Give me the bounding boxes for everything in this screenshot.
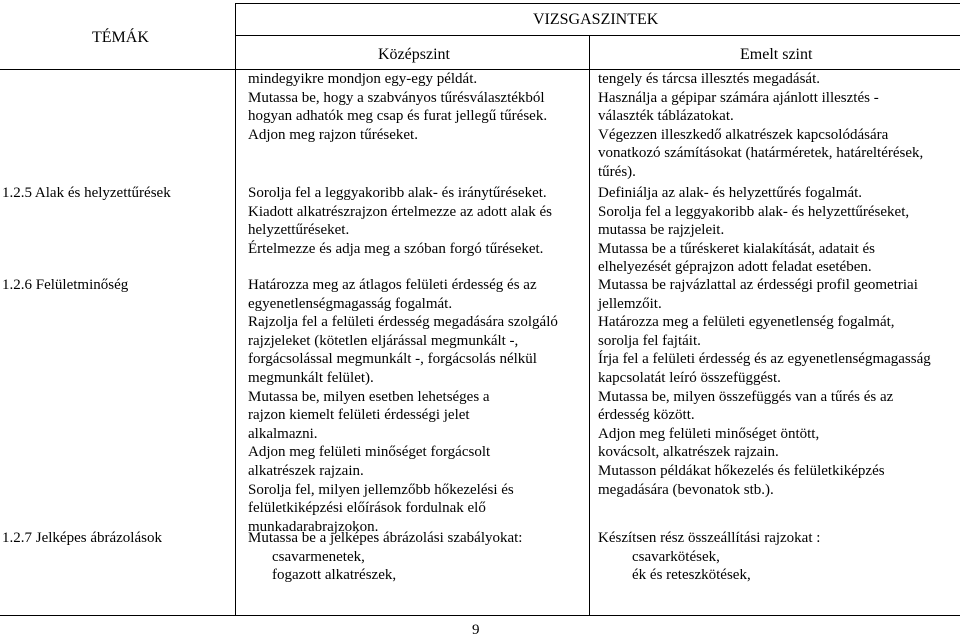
row-3-medium-line: Mutassa be a jelképes ábrázolási szabályokat:	[248, 530, 523, 546]
row-0-medium-line: mindegyikre mondjon egy-egy példát.	[248, 71, 478, 87]
row-1-medium	[248, 184, 552, 258]
row-2-advanced-line: kovácsolt, alkatrészek rajzain.	[598, 444, 779, 461]
header-topics: TÉMÁK	[92, 29, 149, 46]
row-2-medium-line: Rajzolja fel a felületi érdesség megadására szolgáló	[248, 314, 558, 331]
row-2-advanced-line: érdesség között.	[598, 407, 695, 424]
row-2-medium-line: Sorolja fel, milyen jellemzőbb hőkezelési és	[248, 481, 514, 498]
row-3-advanced-line: csavarkötések,	[632, 548, 720, 565]
row-1-medium-line: Sorolja fel a leggyakoribb alak- és iránytűréseket.	[248, 185, 547, 201]
row-3-medium	[248, 529, 522, 585]
row-0-advanced-line: vonatkozó számításokat (határméretek, határeltérések,	[598, 145, 924, 162]
row-3-advanced	[598, 529, 820, 585]
table-top-border	[235, 3, 960, 4]
row-1-advanced-line: Mutassa be a tűréskeret kialakítását, adatait és	[598, 240, 875, 257]
row-0-advanced-line: tűrés).	[598, 163, 636, 180]
row-2-medium-line: egyenetlenségmagasság fogalmát.	[248, 295, 453, 312]
row-2-advanced-line: Adjon meg felületi minőséget öntött,	[598, 425, 820, 442]
row-1-advanced-line: Sorolja fel a leggyakoribb alak- és helyzettűréseket,	[598, 203, 910, 220]
row-2-medium-line: munkadarabrajzokon.	[248, 518, 379, 535]
row-2-advanced-line: jellemzőit.	[598, 295, 662, 312]
topic-feluletminoseg: 1.2.6 Felületminőség	[2, 277, 129, 293]
row-2-medium-line: Határozza meg az átlagos felületi érdesség és az	[248, 277, 537, 293]
row-2-medium-line: Adjon meg felületi minőséget forgácsolt	[248, 444, 491, 461]
row-2-medium-line: megmunkált felület).	[248, 369, 374, 386]
row-0-advanced	[598, 70, 923, 182]
row-1-medium-line: helyzettűréseket.	[248, 222, 350, 239]
row-2-advanced-line: Írja fel a felületi érdesség és az egyenetlenségmagasság	[598, 351, 931, 368]
row-2-advanced-line: Határozza meg a felületi egyenetlenség fogalmát,	[598, 314, 895, 331]
topic-jelkepes-abrazolasok: 1.2.7 Jelképes ábrázolások	[2, 530, 162, 546]
row-2-medium-line: forgácsolással megmunkált -, forgácsolás nélkül	[248, 351, 537, 368]
row-2-advanced	[598, 276, 931, 499]
row-0-medium-line: Adjon meg rajzon tűréseket.	[248, 126, 418, 143]
row-2-medium-line: alkatrészek rajzain.	[248, 462, 364, 479]
row-1-advanced	[598, 184, 909, 277]
row-2-medium	[248, 276, 558, 536]
header-divider-line	[235, 35, 960, 36]
row-2-medium-line: alkalmazni.	[248, 425, 318, 442]
row-1-medium-line: Értelmezze és adja meg a szóban forgó tűréseket.	[248, 240, 544, 257]
row-2-medium-line: felületkiképzési előírások fordulnak elő	[248, 500, 486, 517]
row-3-advanced-line: ék és reteszkötések,	[632, 567, 751, 584]
row-2-advanced-line: megadására (bevonatok stb.).	[598, 481, 774, 498]
row-3-medium-line: csavarmenetek,	[272, 548, 365, 565]
row-2-medium-line: rajzjeleket (kötetlen eljárással megmunkált -,	[248, 332, 519, 349]
row-1-advanced-line: elhelyezését géprajzon adott feladat esetében.	[598, 259, 872, 276]
row-1-advanced-line: mutassa be rajzjeleit.	[598, 222, 725, 239]
column-divider-topics	[235, 3, 236, 615]
header-advanced-level: Emelt szint	[740, 46, 813, 63]
row-2-medium-line: rajzon kiemelt felületi érdességi jelet	[248, 407, 470, 424]
row-0-advanced-line: Végezzen illeszkedő alkatrészek kapcsolódására	[598, 126, 889, 143]
row-3-medium-line: fogazott alkatrészek,	[272, 567, 397, 584]
row-1-advanced-line: Definiálja az alak- és helyzettűrés fogalmát.	[598, 185, 863, 201]
header-exam-levels: VIZSGASZINTEK	[533, 11, 659, 28]
row-0-advanced-line: Használja a gépipar számára ajánlott illesztés -	[598, 89, 879, 106]
page-number: 9	[472, 622, 480, 638]
row-2-advanced-line: Mutasson példákat hőkezelés és felületkiképzés	[598, 462, 885, 479]
table-bottom-border	[0, 615, 960, 616]
row-0-advanced-line: tengely és tárcsa illesztés megadását.	[598, 71, 820, 87]
row-3-advanced-line: Készítsen rész összeállítási rajzokat :	[598, 530, 821, 546]
row-2-advanced-line: Mutassa be, milyen összefüggés van a tűrés és az	[598, 388, 894, 405]
row-2-advanced-line: Mutassa be rajvázlattal az érdességi profil geometriai	[598, 277, 918, 293]
topic-alak-helyzetturesek: 1.2.5 Alak és helyzettűrések	[2, 185, 171, 201]
row-0-advanced-line: választék táblázatokat.	[598, 108, 734, 125]
row-0-medium	[248, 70, 547, 144]
row-0-medium-line: hogyan adhatók meg csap és furat jellegű tűrések.	[248, 108, 548, 125]
header-medium-level: Középszint	[378, 46, 450, 63]
row-0-medium-line: Mutassa be, hogy a szabványos tűrésválasztékból	[248, 89, 545, 106]
column-divider-levels	[589, 35, 590, 615]
row-1-medium-line: Kiadott alkatrészrajzon értelmezze az adott alak és	[248, 203, 552, 220]
row-2-advanced-line: sorolja fel fajtáit.	[598, 332, 701, 349]
row-2-medium-line: Mutassa be, milyen esetben lehetséges a	[248, 388, 490, 405]
row-2-advanced-line: kapcsolatát leíró összefüggést.	[598, 369, 781, 386]
